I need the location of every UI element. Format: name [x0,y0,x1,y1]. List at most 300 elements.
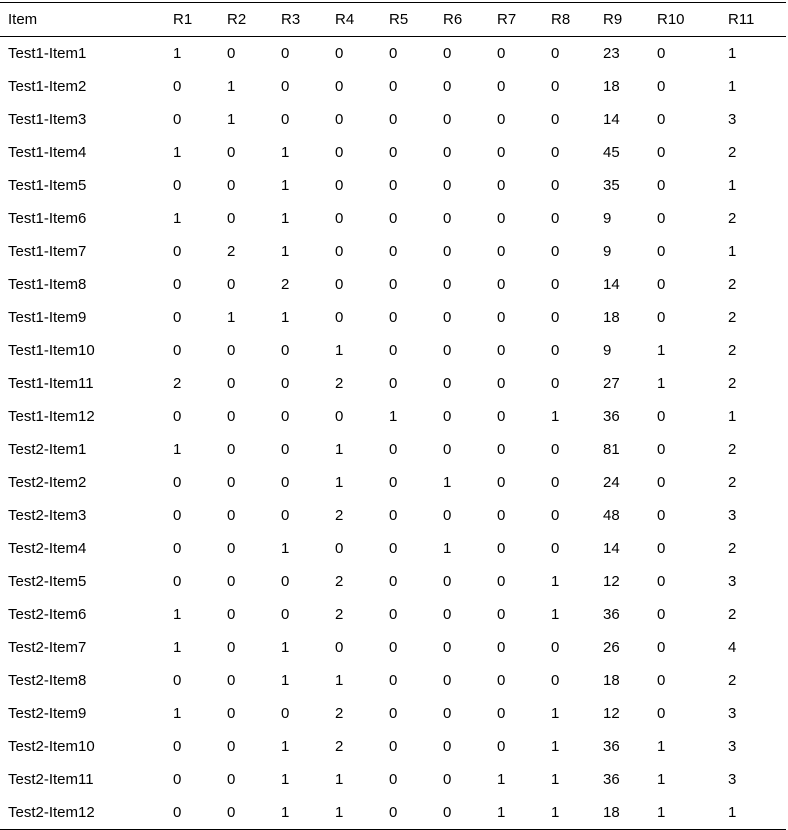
value-cell: 0 [173,540,182,557]
value-cell: 0 [551,45,560,62]
value-cell: 1 [335,474,344,491]
value-cell: 1 [281,144,290,161]
item-name-cell: Test1-Item5 [8,177,87,194]
value-cell: 1 [281,177,290,194]
value-cell: 0 [657,672,666,689]
value-cell: 1 [335,441,344,458]
value-cell: 0 [227,210,236,227]
value-cell: 14 [603,540,620,557]
value-cell: 0 [551,540,560,557]
value-cell: 0 [443,573,452,590]
value-cell: 0 [497,78,506,95]
value-cell: 0 [281,408,290,425]
value-cell: 2 [728,210,737,227]
value-cell: 0 [389,375,398,392]
value-cell: 0 [443,771,452,788]
value-cell: 0 [551,375,560,392]
value-cell: 0 [227,705,236,722]
table-body [0,37,786,830]
item-name-cell: Test1-Item3 [8,111,87,128]
value-cell: 1 [173,144,182,161]
value-cell: 0 [497,474,506,491]
value-cell: 1 [657,771,666,788]
value-cell: 0 [227,144,236,161]
value-cell: 36 [603,408,620,425]
value-cell: 0 [281,474,290,491]
value-cell: 0 [657,111,666,128]
column-header-r4: R4 [335,11,355,28]
value-cell: 0 [227,408,236,425]
value-cell: 1 [551,738,560,755]
value-cell: 0 [551,177,560,194]
value-cell: 0 [443,705,452,722]
value-cell: 36 [603,738,620,755]
value-cell: 0 [497,342,506,359]
value-cell: 0 [227,540,236,557]
table-row [0,565,786,598]
value-cell: 0 [335,45,344,62]
table-row [0,367,786,400]
value-cell: 0 [173,738,182,755]
value-cell: 0 [497,309,506,326]
value-cell: 0 [173,804,182,821]
value-cell: 1 [551,408,560,425]
item-name-cell: Test2-Item4 [8,540,87,557]
value-cell: 0 [389,738,398,755]
value-cell: 9 [603,243,612,260]
value-cell: 24 [603,474,620,491]
table-row [0,202,786,235]
value-cell: 0 [657,309,666,326]
value-cell: 9 [603,342,612,359]
value-cell: 3 [728,507,737,524]
value-cell: 0 [389,573,398,590]
value-cell: 0 [443,177,452,194]
value-cell: 0 [551,342,560,359]
column-header-r7: R7 [497,11,517,28]
value-cell: 0 [551,276,560,293]
value-cell: 1 [335,342,344,359]
value-cell: 0 [335,78,344,95]
value-cell: 0 [173,243,182,260]
value-cell: 1 [173,45,182,62]
value-cell: 2 [335,738,344,755]
header-row [0,3,786,37]
table-row [0,631,786,664]
value-cell: 0 [497,177,506,194]
value-cell: 81 [603,441,620,458]
value-cell: 0 [657,441,666,458]
value-cell: 0 [443,111,452,128]
value-cell: 1 [657,342,666,359]
value-cell: 0 [335,243,344,260]
value-cell: 0 [227,474,236,491]
value-cell: 0 [443,243,452,260]
value-cell: 1 [728,78,737,95]
value-cell: 0 [281,111,290,128]
value-cell: 0 [335,144,344,161]
column-header-r5: R5 [389,11,409,28]
value-cell: 12 [603,705,620,722]
value-cell: 1 [728,408,737,425]
item-name-cell: Test1-Item6 [8,210,87,227]
value-cell: 1 [551,771,560,788]
value-cell: 0 [443,276,452,293]
value-cell: 0 [335,309,344,326]
value-cell: 0 [173,342,182,359]
value-cell: 0 [657,243,666,260]
value-cell: 0 [227,672,236,689]
value-cell: 0 [497,111,506,128]
value-cell: 0 [173,177,182,194]
table-row [0,103,786,136]
value-cell: 2 [728,375,737,392]
value-cell: 0 [335,177,344,194]
value-cell: 2 [335,705,344,722]
value-cell: 23 [603,45,620,62]
value-cell: 0 [227,738,236,755]
value-cell: 1 [173,639,182,656]
value-cell: 0 [389,639,398,656]
value-cell: 0 [227,177,236,194]
value-cell: 0 [497,210,506,227]
value-cell: 0 [657,705,666,722]
item-name-cell: Test1-Item1 [8,45,87,62]
column-header-r1: R1 [173,11,193,28]
value-cell: 0 [173,507,182,524]
value-cell: 1 [443,474,452,491]
value-cell: 0 [497,639,506,656]
table-row [0,268,786,301]
item-name-cell: Test2-Item1 [8,441,87,458]
value-cell: 1 [728,804,737,821]
value-cell: 0 [173,573,182,590]
value-cell: 27 [603,375,620,392]
value-cell: 0 [657,639,666,656]
value-cell: 18 [603,78,620,95]
value-cell: 0 [443,441,452,458]
value-cell: 0 [657,540,666,557]
item-name-cell: Test1-Item2 [8,78,87,95]
item-name-cell: Test2-Item10 [8,738,95,755]
value-cell: 0 [227,639,236,656]
value-cell: 1 [173,705,182,722]
value-cell: 0 [389,144,398,161]
value-cell: 2 [728,606,737,623]
value-cell: 0 [335,639,344,656]
value-cell: 2 [728,441,737,458]
table-row [0,37,786,71]
value-cell: 0 [227,804,236,821]
value-cell: 0 [497,144,506,161]
value-cell: 1 [551,573,560,590]
item-name-cell: Test2-Item9 [8,705,87,722]
value-cell: 0 [281,342,290,359]
value-cell: 0 [227,375,236,392]
value-cell: 0 [335,210,344,227]
value-cell: 0 [443,408,452,425]
value-cell: 0 [227,441,236,458]
item-name-cell: Test2-Item7 [8,639,87,656]
value-cell: 1 [551,606,560,623]
value-cell: 0 [227,771,236,788]
item-name-cell: Test2-Item5 [8,573,87,590]
value-cell: 1 [173,210,182,227]
value-cell: 1 [173,441,182,458]
value-cell: 3 [728,573,737,590]
value-cell: 0 [389,309,398,326]
value-cell: 0 [657,45,666,62]
value-cell: 2 [728,309,737,326]
value-cell: 2 [335,573,344,590]
value-cell: 2 [728,474,737,491]
table-row [0,466,786,499]
value-cell: 1 [227,111,236,128]
value-cell: 0 [173,408,182,425]
column-header-r2: R2 [227,11,247,28]
value-cell: 0 [389,177,398,194]
value-cell: 45 [603,144,620,161]
value-cell: 0 [497,243,506,260]
value-cell: 0 [227,606,236,623]
value-cell: 12 [603,573,620,590]
value-cell: 1 [227,78,236,95]
value-cell: 0 [657,78,666,95]
value-cell: 0 [443,309,452,326]
value-cell: 0 [389,474,398,491]
value-cell: 0 [497,540,506,557]
value-cell: 0 [389,276,398,293]
value-cell: 0 [281,606,290,623]
value-cell: 0 [173,771,182,788]
value-cell: 0 [497,276,506,293]
value-cell: 0 [657,606,666,623]
value-cell: 48 [603,507,620,524]
value-cell: 2 [728,342,737,359]
value-cell: 0 [281,45,290,62]
value-cell: 1 [335,672,344,689]
value-cell: 0 [389,771,398,788]
value-cell: 18 [603,804,620,821]
value-cell: 0 [551,474,560,491]
value-cell: 0 [281,507,290,524]
value-cell: 0 [389,45,398,62]
value-cell: 3 [728,771,737,788]
table-row [0,70,786,103]
value-cell: 0 [443,78,452,95]
column-header-item: Item [8,11,38,28]
value-cell: 14 [603,276,620,293]
table-row [0,235,786,268]
item-name-cell: Test1-Item8 [8,276,87,293]
value-cell: 2 [728,144,737,161]
value-cell: 0 [335,540,344,557]
value-cell: 0 [551,672,560,689]
value-cell: 0 [389,243,398,260]
value-cell: 0 [389,606,398,623]
value-cell: 0 [497,606,506,623]
value-cell: 0 [551,639,560,656]
value-cell: 0 [389,705,398,722]
value-cell: 0 [227,573,236,590]
value-cell: 0 [443,210,452,227]
value-cell: 0 [281,573,290,590]
value-cell: 1 [281,540,290,557]
table-row [0,532,786,565]
item-name-cell: Test1-Item10 [8,342,95,359]
value-cell: 1 [389,408,398,425]
item-name-cell: Test2-Item11 [8,771,94,788]
value-cell: 0 [443,342,452,359]
value-cell: 0 [443,606,452,623]
value-cell: 0 [443,804,452,821]
data-table [0,2,786,830]
column-header-r10: R10 [657,11,685,28]
value-cell: 1 [497,771,506,788]
value-cell: 26 [603,639,620,656]
value-cell: 0 [551,507,560,524]
value-cell: 2 [173,375,182,392]
item-name-cell: Test1-Item11 [8,375,94,392]
value-cell: 3 [728,111,737,128]
table-row [0,499,786,532]
value-cell: 2 [335,375,344,392]
value-cell: 0 [551,144,560,161]
table-row [0,763,786,796]
value-cell: 0 [173,111,182,128]
value-cell: 2 [728,276,737,293]
value-cell: 9 [603,210,612,227]
value-cell: 0 [551,309,560,326]
value-cell: 36 [603,606,620,623]
value-cell: 1 [281,243,290,260]
value-cell: 0 [281,375,290,392]
value-cell: 18 [603,672,620,689]
value-cell: 0 [227,342,236,359]
value-cell: 1 [728,177,737,194]
item-name-cell: Test1-Item7 [8,243,87,260]
value-cell: 0 [551,210,560,227]
value-cell: 0 [389,507,398,524]
table-row [0,664,786,697]
value-cell: 0 [389,210,398,227]
value-cell: 0 [389,540,398,557]
value-cell: 1 [281,771,290,788]
value-cell: 0 [443,45,452,62]
table-row [0,301,786,334]
value-cell: 0 [551,78,560,95]
value-cell: 0 [551,111,560,128]
value-cell: 1 [281,309,290,326]
value-cell: 1 [657,804,666,821]
value-cell: 0 [227,276,236,293]
value-cell: 0 [389,804,398,821]
value-cell: 0 [657,474,666,491]
value-cell: 0 [389,342,398,359]
value-cell: 0 [281,441,290,458]
value-cell: 0 [497,408,506,425]
value-cell: 1 [281,804,290,821]
value-cell: 0 [497,738,506,755]
value-cell: 0 [173,474,182,491]
value-cell: 2 [335,507,344,524]
value-cell: 0 [389,441,398,458]
column-header-r11: R11 [728,11,755,28]
table-row [0,433,786,466]
value-cell: 36 [603,771,620,788]
value-cell: 1 [728,243,737,260]
value-cell: 0 [173,78,182,95]
column-header-r9: R9 [603,11,623,28]
value-cell: 0 [389,78,398,95]
value-cell: 1 [281,210,290,227]
value-cell: 0 [497,375,506,392]
value-cell: 0 [443,672,452,689]
value-cell: 2 [227,243,236,260]
value-cell: 0 [551,243,560,260]
value-cell: 1 [657,738,666,755]
value-cell: 0 [497,705,506,722]
item-name-cell: Test2-Item2 [8,474,87,491]
value-cell: 0 [443,639,452,656]
table-row [0,598,786,631]
value-cell: 0 [657,276,666,293]
value-cell: 4 [728,639,737,656]
table-row [0,169,786,202]
value-cell: 0 [443,738,452,755]
item-name-cell: Test1-Item9 [8,309,87,326]
value-cell: 3 [728,738,737,755]
value-cell: 0 [657,573,666,590]
value-cell: 0 [281,705,290,722]
value-cell: 0 [497,45,506,62]
value-cell: 1 [281,738,290,755]
value-cell: 0 [497,672,506,689]
value-cell: 1 [443,540,452,557]
table-row [0,697,786,730]
value-cell: 0 [497,507,506,524]
value-cell: 1 [173,606,182,623]
value-cell: 0 [335,408,344,425]
value-cell: 35 [603,177,620,194]
value-cell: 1 [657,375,666,392]
table-row [0,136,786,169]
column-header-r6: R6 [443,11,463,28]
value-cell: 0 [497,573,506,590]
value-cell: 0 [173,276,182,293]
item-name-cell: Test2-Item3 [8,507,87,524]
value-cell: 0 [443,144,452,161]
table-row [0,730,786,763]
value-cell: 2 [728,540,737,557]
value-cell: 0 [281,78,290,95]
value-cell: 0 [335,111,344,128]
value-cell: 1 [551,705,560,722]
value-cell: 1 [227,309,236,326]
value-cell: 2 [281,276,290,293]
value-cell: 18 [603,309,620,326]
value-cell: 1 [335,771,344,788]
value-cell: 0 [443,375,452,392]
value-cell: 1 [281,672,290,689]
item-name-cell: Test2-Item12 [8,804,95,821]
table-row [0,400,786,433]
value-cell: 1 [497,804,506,821]
value-cell: 1 [335,804,344,821]
item-name-cell: Test1-Item4 [8,144,87,161]
value-cell: 0 [657,177,666,194]
item-name-cell: Test1-Item12 [8,408,95,425]
